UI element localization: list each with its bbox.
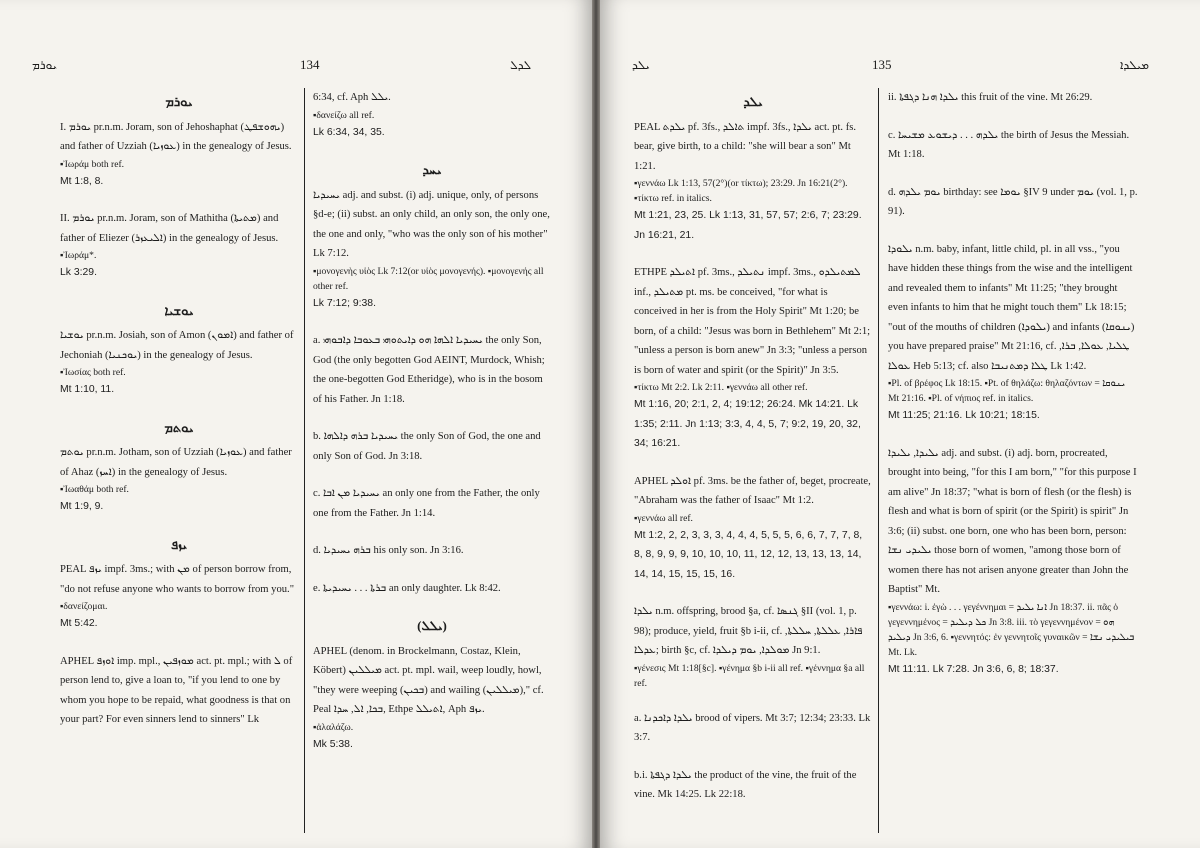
entry-text: a. ܝܠܕܐ ܕܐܟܕܢܐ brood of vipers. Mt 3:7; 12:34; 23:33. Lk 3:7. [634, 712, 871, 743]
greek-reference: ▪τίκτω Mt 2:2. Lk 2:11. ▪γεννάω all other ref. [634, 382, 808, 393]
dictionary-entry [313, 427, 551, 466]
dictionary-entry [313, 541, 551, 561]
greek-reference: ▪γεννάω all ref. [634, 512, 693, 524]
entry-text: ETHPE ܐܬܝܠܕ pf. 3ms., ܢܬܝܠܕ impf. 3ms., ܠܡܬܝܠܕܘ inf., ܡܬܝܠܕ pt. ms. be conceived, "for what is conceived in her is from the Holy Spirit" Mt 1:20; be born, of a child: "Jesus was born in Bethlehem" Mt 2:1; "unless a person is born anew" Jn 3:3; "unless a person is born of water and spirit (or the Spirit)" Jn 3:5. [634, 267, 871, 376]
scripture-citation: Mt 11:25; 21:16. Lk 10:21; 18:15. [888, 410, 1040, 421]
dictionary-entry [634, 92, 872, 245]
scripture-citation: Mt 5:42. [60, 618, 98, 629]
dictionary-entry [634, 472, 872, 585]
entry-text: APHEL ܐܘܙܦ imp. mpl., ܡܘܙܦܝܢ act. pt. mpl.; with ܠ of person lend to, give a loan to, "if you lend to one by whom you hope to be repaid, what goodness is that on your part? For even sinners lend to sinners" Lk [60, 655, 293, 725]
scripture-citation: Lk 7:12; 9:38. [313, 297, 376, 309]
entry-root-heading: (ܝܠܠ) [417, 618, 447, 633]
entry-text: ii. ܝܠܕܐ ܗܢܐ ܕܓܦܬܐ this fruit of the vine. Mt 26:29. [888, 92, 1093, 103]
scripture-citation: Mt 11:11. Lk 7:28. Jn 3:6, 6, 8; 18:37. [888, 663, 1059, 675]
entry-root-heading: ܝܘܬܡ [164, 419, 194, 435]
greek-reference: ▪γεννάω: i. ἐγὼ . . . γεγέννημαι = ܐܢܐ ܝܠܝܕ Jn 18:37. ii. πᾶς ὁ γεγεννημένος = ܟܠ ܕܝܠܝܕ Jn 3:8. iii. τὸ γεγεννημένον = ܗܘ ܕܝܠܝܕ Jn 3:6, 6. ▪γεννητός: ἐν γεννητοῖς γυναικῶν = ܒܝܠܝܕܝ ܢܫܐ Mt. Lk. [888, 601, 1135, 658]
greek-reference: ▪δανείζω all ref. [313, 109, 375, 121]
running-head-corner: ܝܘܪܡ [32, 58, 58, 72]
entry-text: a. ܝܚܝܕܝܐ ܐܠܗܐ ܗܘ ܕܐܝܬܘܗܝ ܒܥܘܒܐ ܕܐܒܘܗܝ the only Son, God (the only begotten God AEINT, Murdock, Whish; the one-begotten God Etheridge), who is in the bosom of his Father. Jn 1:18. [313, 335, 545, 405]
entry-text: d. ܝܘܡ ܝܠܕܗ birthday: see ܝܘܡܐ §IV 9 under ܝܘܡ (vol. 1, p. 91). [888, 186, 1138, 217]
dictionary-entry [634, 602, 872, 691]
right-page [600, 0, 1200, 848]
dictionary-entry [634, 263, 872, 454]
entry-text: II. ܝܘܪܡ pr.n.m. Joram, son of Mathitha (ܡܬܝܬܐ) and father of Eliezer (ܐܠܝܥܙܪ) in the genealogy of Jesus. [60, 213, 279, 244]
greek-reference: ▪Pl. of βρέφος Lk 18:15. ▪Pt. of θηλάζω: θηλαζόντων = ܝܢܘܩܐ Mt 21:16. ▪Pl. of νήπιος ref. in italics. [888, 378, 1126, 404]
dictionary-entry [888, 240, 1138, 426]
greek-reference: ▪Ἰωράμ*. [60, 250, 97, 261]
entry-text: PEAL ܝܙܦ impf. 3ms.; with ܡܢ of person borrow from, "do not refuse anyone who wants to borrow from you." [60, 564, 295, 595]
dictionary-entry [313, 160, 551, 313]
entry-root-heading: ܝܚܕ [422, 162, 442, 177]
running-head-corner: ܡܝܠܕܐ [1120, 58, 1149, 72]
dictionary-entry [313, 616, 551, 754]
scripture-citation: Lk 6:34, 34, 35. [313, 126, 385, 138]
entry-root-heading: ܝܠܕ [743, 94, 763, 109]
running-head-left: ܝܠܕ [632, 58, 650, 72]
scripture-citation: Mt 1:9, 9. [60, 501, 104, 512]
dictionary-entry [60, 92, 298, 191]
entry-text: c. ܝܠܕܗ . . . ܕܝܫܘܥ ܡܫܝܚܐ the birth of Jesus the Messiah. Mt 1:18. [888, 129, 1130, 160]
entry-root-heading: ܝܘܪܡ [165, 94, 193, 109]
greek-reference: ▪δανείζομαι. [60, 601, 108, 612]
dictionary-entry [888, 444, 1138, 680]
greek-reference: ▪Ἰωαθάμ both ref. [60, 484, 129, 495]
greek-reference: ▪ἀλαλάζω. [313, 721, 354, 733]
dictionary-entry [313, 331, 551, 409]
left-page-column-2 [313, 88, 551, 772]
entry-text: ܝܚܝܕܝܐ adj. and subst. (i) adj. unique, only, of persons §d-e; (ii) subst. an only child, an only son, the only one, the one and only, "who was the only son of his mother" Lk 7:12. [313, 189, 550, 259]
entry-root-heading: ܝܘܫܝܐ [164, 302, 194, 318]
entry-root-heading: ܝܙܦ [170, 536, 188, 552]
page-number: 135 [872, 57, 892, 72]
scripture-citation: Mt 1:16, 20; 2:1, 2, 4; 19:12; 26:24. Mk 14:21. Lk 1:35; 2:11. Jn 1:13; 3:3, 4, 4, 5, 7; 9:2, 19, 20, 32, 34; 16:21. [634, 399, 861, 449]
dictionary-entry [60, 209, 298, 283]
entry-text: APHEL (denom. in Brockelmann, Costaz, Klein, Köbert) ܡܝܠܠܝܢ act. pt. mpl. wail, weep loudly, howl, "they were weeping (ܒܟܝܢ) and wailing (ܡܝܠܠܝܢ)," cf. Peal ܒܟܐ, ܐܠ, ܚܕܐ, Ethpe ܐܬܝܠܠ, Aph ܝܙܦ. [313, 645, 544, 715]
dictionary-entry [888, 126, 1138, 165]
greek-reference: ▪γεννάω Lk 1:13, 57(2°)(or τίκτω); 23:29. Jn 16:21(2°). ▪τίκτω ref. in italics. [634, 178, 848, 204]
scripture-citation: Mt 1:2, 2, 2, 3, 3, 3, 4, 4, 4, 5, 5, 5, 6, 6, 7, 7, 7, 8, 8, 8, 9, 9, 9, 10, 10, 10, 11, 12, 12, 13, 13, 13, 14, 14, 14, 15, 15, 15, 16. [634, 529, 863, 580]
entry-text: ܝܘܬܡ pr.n.m. Jotham, son of Uzziah (ܥܘܙܝܐ) and father of Ahaz (ܐܚܙ) in the genealogy of Jesus. [60, 447, 292, 478]
dictionary-entry [888, 183, 1138, 222]
greek-reference: ▪γένεσις Mt 1:18[§c]. ▪γένημα §b i-ii all ref. ▪γέννημα §a all ref. [634, 662, 865, 689]
entry-text: 6:34, cf. Aph ܝܠܠ. [313, 92, 391, 103]
dictionary-entry [60, 535, 298, 634]
entry-text: APHEL ܐܘܠܕ pf. 3ms. be the father of, beget, procreate, "Abraham was the father of Isaac" Mt 1:2. [634, 475, 871, 506]
left-page [0, 0, 592, 848]
entry-text: ܝܠܕܐ n.m. offspring, brood §a, cf. ܓܢܣܐ §II (vol. 1, p. 98); produce, yield, fruit §b i-ii, cf. ܦܐܪܐ, ܥܠܠܬܐ, ܚܠܠܬܐ, ܥܕܠܐ; birth §c, cf. ܡܘܠܕܐ, ܝܘܡ ܕܝܠܕܐ Jn 9:1. [634, 606, 863, 656]
scripture-citation: Mt 1:8, 8. [60, 175, 104, 187]
dictionary-entry [60, 301, 298, 400]
entry-text: I. ܝܘܪܡ pr.n.m. Joram, son of Jehoshaphat (ܝܗܘܫܦܛ) and father of Uzziah (ܥܘܙܝܐ) in the genealogy of Jesus. [60, 121, 292, 152]
entry-text: ܝܠܝܕܐ, ܝܠܝܕܐ adj. and subst. (i) adj. born, procreated, brought into being, "for this I am born," "for this purpose I am alive" Jn 18:37; "what is born of flesh (or the flesh) is flesh and what is born of spirit (or the Spirit) is spirit" Jn 3:6; (ii) subst. one born, one who has been born, person: ܝܠܝܕܝ ܢܫܐ those born of women, "among those born of women there has not arisen anyone greater than John the Baptist" Mt. [888, 447, 1137, 595]
dictionary-entry [634, 766, 872, 805]
right-page-column-1 [634, 88, 872, 823]
entry-text: ܝܘܫܝܐ pr.n.m. Josiah, son of Amon (ܐܡܘܢ) and father of Jechoniah (ܝܘܟܢܝܐ) in the genealogy of Jesus. [60, 330, 294, 361]
left-page-column-1 [60, 88, 298, 748]
column-rule [878, 88, 879, 833]
dictionary-entry [888, 88, 1138, 108]
right-page-column-2 [888, 88, 1138, 697]
entry-text: b. ܝܚܝܕܝܐ ܒܪܗ ܕܐܠܗܐ the only Son of God, the one and only Son of God. Jn 3:18. [313, 431, 541, 462]
dictionary-entry [313, 88, 551, 142]
dictionary-entry [634, 709, 872, 748]
column-rule [304, 88, 305, 833]
entry-text: e. ܒܪܬܐ . . . ܝܚܝܕܝܬܐ an only daughter. Lk 8:42. [313, 582, 501, 594]
running-head-right: ܠܕܠ [510, 58, 532, 72]
dictionary-entry [60, 652, 298, 730]
dictionary-entry [313, 484, 551, 523]
greek-reference: ▪Ἰωράμ both ref. [60, 158, 125, 170]
scripture-citation: Lk 3:29. [60, 267, 97, 278]
scripture-citation: Mk 5:38. [313, 738, 353, 750]
entry-text: b.i. ܝܠܕܐ ܕܓܦܬܐ the product of the vine, the fruit of the vine. Mk 14:25. Lk 22:18. [634, 769, 857, 800]
greek-reference: ▪Ἰωσίας both ref. [60, 367, 126, 378]
entry-text: d. ܒܪܗ ܝܚܝܕܝܐ his only son. Jn 3:16. [313, 545, 464, 556]
entry-text: c. ܝܚܝܕܝܐ ܡܢ ܐܒܐ an only one from the Father, the only one from the Father. Jn 1:14. [313, 488, 540, 519]
greek-reference: ▪μονογενὴς υἱὸς Lk 7:12(or υἱὸς μονογενής). ▪μονογενής all other ref. [313, 265, 544, 292]
entry-text: PEAL ܝܠܕܬ pf. 3fs., ܬܐܠܕ impf. 3fs., ܝܠܕܐ act. pt. fs. bear, give birth, to a child: "she will bear a son" Mt 1:21. [634, 121, 857, 172]
scripture-citation: Mt 1:10, 11. [60, 384, 115, 395]
page-number: 134 [300, 57, 320, 72]
dictionary-entry [60, 418, 298, 517]
entry-text: ܝܠܘܕܐ n.m. baby, infant, little child, pl. in all vss., "you have hidden these things from the wise and the intelligent and revealed them to infants" Mt 11:25; "they brought even infants to him that he might touch them" Lk 18:15; "out of the mouths of children (ܝܠܘܕܐ) and infants (ܝܢܘܩܐ) you have prepared praise" Mt 21:16, cf. ܛܠܝܐ, ܥܘܠܐ, ܒܪܐ, ܥܘܠܐ Heb 5:13; cf. also ܛܠܐ ܕܡܬܢܝܒܐ Lk 1:42. [888, 243, 1135, 372]
book-gutter [592, 0, 600, 848]
dictionary-entry [313, 579, 551, 599]
scripture-citation: Mt 1:21, 23, 25. Lk 1:13, 31, 57, 57; 2:6, 7; 23:29. Jn 16:21, 21. [634, 210, 862, 241]
